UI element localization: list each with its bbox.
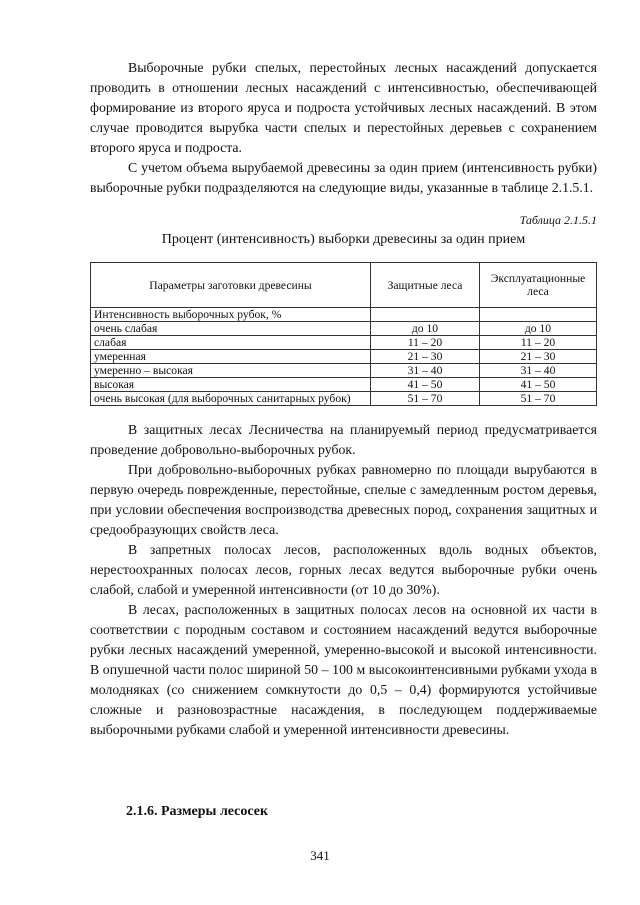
paragraph-5: В запретных полосах лесов, расположенных вдоль водных объектов, нерестоохранных полосах лесов, горных лесах ведутся выборочные рубки очень слабой, слабой и умеренной интенсивности (от 10 до 30%). xyxy=(90,542,597,597)
row-label: умеренно – высокая xyxy=(91,364,371,378)
row-exploitation-value: 41 – 50 xyxy=(480,378,597,392)
table-caption: Таблица 2.1.5.1 xyxy=(519,213,597,227)
row-label: умеренная xyxy=(91,350,371,364)
row-label: очень слабая xyxy=(91,322,371,336)
header-parameters: Параметры заготовки древесины xyxy=(91,263,371,308)
row-protective-value: 31 – 40 xyxy=(371,364,480,378)
row-protective-value: до 10 xyxy=(371,322,480,336)
row-label: очень высокая (для выборочных санитарных рубок) xyxy=(91,392,371,406)
row-exploitation-value: 11 – 20 xyxy=(480,336,597,350)
group-label: Интенсивность выборочных рубок, % xyxy=(91,308,371,322)
document-page xyxy=(90,58,597,822)
row-exploitation-value: до 10 xyxy=(480,322,597,336)
header-protective: Защитные леса xyxy=(371,263,480,308)
intensity-table xyxy=(90,262,597,406)
empty-cell xyxy=(480,308,597,322)
table-row xyxy=(91,336,597,350)
row-protective-value: 21 – 30 xyxy=(371,350,480,364)
row-protective-value: 51 – 70 xyxy=(371,392,480,406)
row-label: слабая xyxy=(91,336,371,350)
table-group-row xyxy=(91,308,597,322)
row-exploitation-value: 21 – 30 xyxy=(480,350,597,364)
empty-cell xyxy=(371,308,480,322)
header-exploitation: Эксплуатационные леса xyxy=(480,263,597,308)
table-header-row xyxy=(91,263,597,308)
table-title: Процент (интенсивность) выборки древесины за один прием xyxy=(161,232,526,247)
table-row xyxy=(91,322,597,336)
table-row xyxy=(91,364,597,378)
table-row xyxy=(91,392,597,406)
row-exploitation-value: 31 – 40 xyxy=(480,364,597,378)
page-number: 341 xyxy=(310,848,330,863)
table-row xyxy=(91,350,597,364)
row-protective-value: 41 – 50 xyxy=(371,378,480,392)
paragraph-4: При добровольно-выборочных рубках равномерно по площади вырубаются в первую очередь поврежденные, перестойные, спелые с замедленным ростом деревья, при условии обеспечения воспроизводства древесных пород, сохранения защитных и средообразующих свойств леса. xyxy=(90,462,597,537)
paragraph-2: С учетом объема вырубаемой древесины за один прием (интенсивность рубки) выборочные рубки подразделяются на следующие виды, указанные в таблице 2.1.5.1. xyxy=(90,160,597,195)
paragraph-3: В защитных лесах Лесничества на планируемый период предусматривается проведение добровольно-выборочных рубок. xyxy=(90,422,597,457)
paragraph-6: В лесах, расположенных в защитных полосах лесов на основной их части в соответствии с породным составом и состоянием насаждений ведутся выборочные рубки лесных насаждений умеренной, умеренно-высокой и высокой интенсивности. В опушечной части полос шириной 50 – 100 м высокоинтенсивными рубками ухода в молодняках (со снижением сомкнутости до 0,5 – 0,4) формируются устойчивые сложные и разновозрастные насаждения, в последующем поддерживаемые выборочными рубками слабой и умеренной интенсивности древесины. xyxy=(90,602,597,737)
row-exploitation-value: 51 – 70 xyxy=(480,392,597,406)
section-heading: 2.1.6. Размеры лесосек xyxy=(126,804,269,819)
paragraph-1: Выборочные рубки спелых, перестойных лесных насаждений допускается проводить в отношении лесных насаждений с интенсивностью, обеспечивающей формирование из второго яруса и подроста устойчивых лесных насаждений. В этом случае проводится вырубка части спелых и перестойных деревьев с сохранением второго яруса и подроста. xyxy=(90,60,597,155)
row-label: высокая xyxy=(91,378,371,392)
table-row xyxy=(91,378,597,392)
row-protective-value: 11 – 20 xyxy=(371,336,480,350)
